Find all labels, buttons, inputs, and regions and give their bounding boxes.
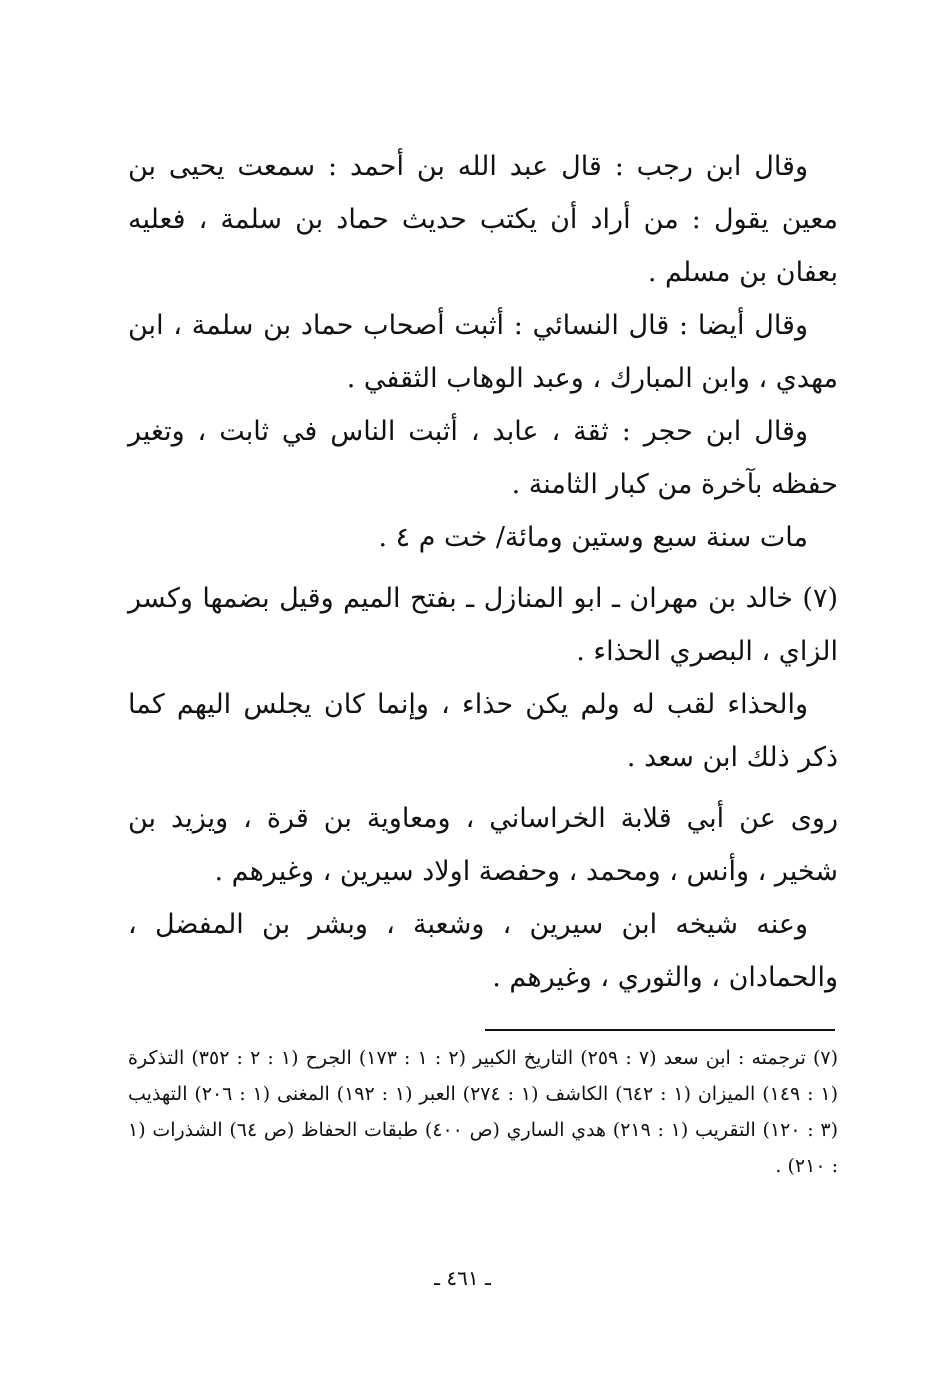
page-number: ـ ٤٦١ ـ <box>434 1266 491 1290</box>
footnote-divider <box>485 1029 835 1031</box>
main-text <box>128 140 838 1004</box>
paragraph-nasai: وقال أيضا : قال النسائي : أثبت أصحاب حماد بن سلمة ، ابن مهدي ، وابن المبارك ، وعبد الوهاب الثقفي . <box>128 310 838 394</box>
paragraph-death-year: مات سنة سبع وستين ومائة/ خت م ٤ . <box>378 522 808 553</box>
paragraph-khalid-entry: (٧) خالد بن مهران ـ ابو المنازل ـ بفتح الميم وقيل بضمها وكسر الزاي ، البصري الحذاء . <box>128 583 838 667</box>
paragraph-narrated-from: روى عن أبي قلابة الخراساني ، ومعاوية بن قرة ، ويزيد بن شخير ، وأنس ، ومحمد ، وحفصة اولاد سيرين ، وغيرهم . <box>128 803 838 887</box>
paragraph-ibn-hajar: وقال ابن حجر : ثقة ، عابد ، أثبت الناس في ثابت ، وتغير حفظه بآخرة من كبار الثامنة . <box>128 416 838 500</box>
paragraph-hadhdha-title: والحذاء لقب له ولم يكن حذاء ، وإنما كان يجلس اليهم كما ذكر ذلك ابن سعد . <box>128 689 838 773</box>
paragraph-ibn-rajab: وقال ابن رجب : قال عبد الله بن أحمد : سمعت يحيى بن معين يقول : من أراد أن يكتب حديث حماد بن سلمة ، فعليه بعفان بن مسلم . <box>128 151 838 288</box>
footnote-7: (٧) ترجمته : ابن سعد (٧ : ٢٥٩) التاريخ الكبير (٢ : ١ : ١٧٣) الجرح (١ : ٢ : ٣٥٢) التذكرة (١ : ١٤٩) الميزان (١ : ٦٤٢) الكاشف (١ : ٢٧٤) العبر (١ : ١٩٢) المغنى (١ : ٢٠٦) التهذيب (٣ : ١٢٠) التقريب (١ : ٢١٩) هدي الساري (ص ٤٠٠) طبقات الحفاظ (ص ٦٤) الشذرات (١ : ٢١٠) . <box>128 1047 839 1177</box>
paragraph-narrated-by: وعنه شيخه ابن سيرين ، وشعبة ، وبشر بن المفضل ، والحمادان ، والثوري ، وغيرهم . <box>128 909 838 993</box>
footnotes <box>128 1040 838 1184</box>
